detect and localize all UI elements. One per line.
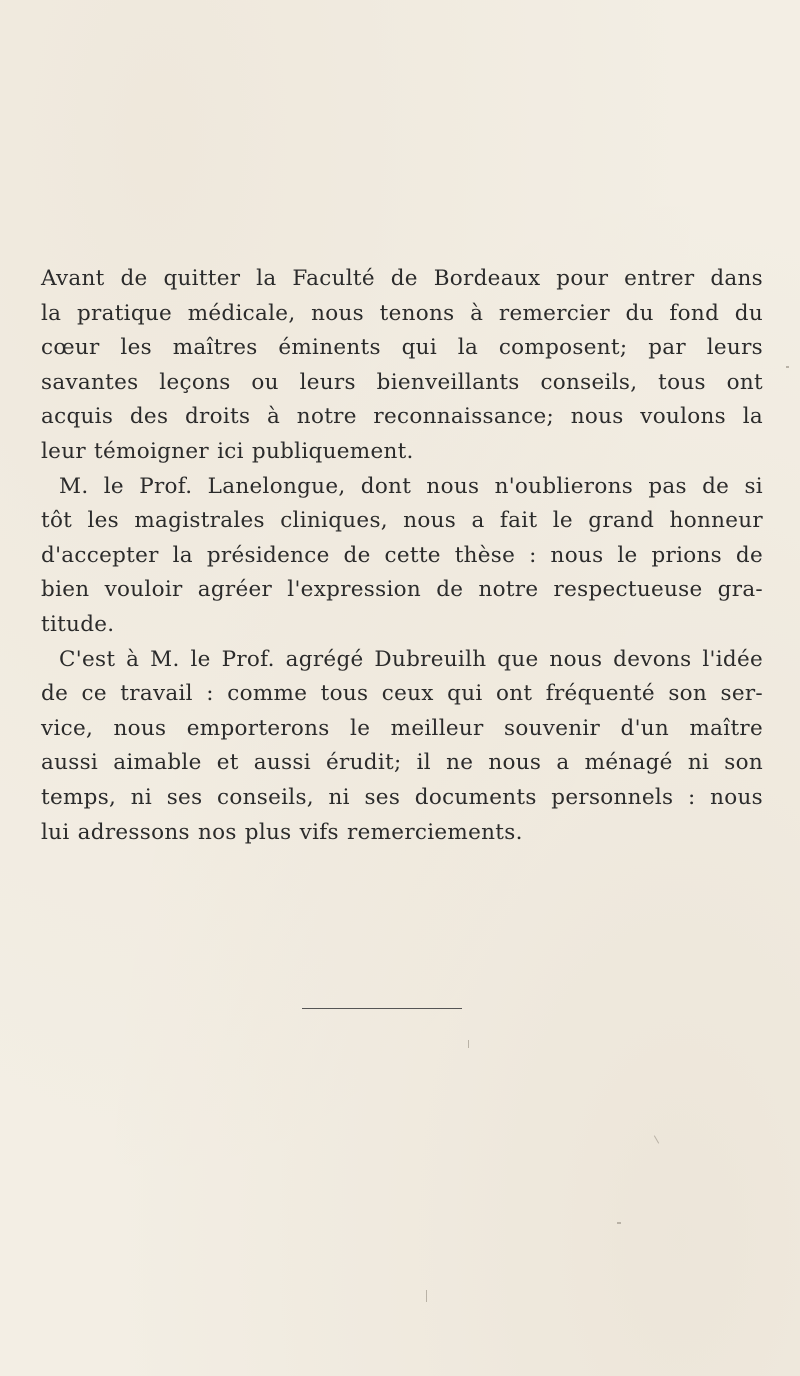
paragraph-1-line-1: Avant de quitter la Faculté de Bordeaux pour entrer dans (41, 266, 763, 291)
paragraph-3-line-3: vice, nous emporterons le meilleur souvenir d'un maître (41, 715, 763, 741)
paper-speck (786, 366, 789, 368)
paragraph-2-line-1: M. le Prof. Lanelongue, dont nous n'oublierons pas de si (59, 473, 763, 499)
paragraph-1-line-4: savantes leçons ou leurs bienveillants conseils, tous ont (41, 369, 763, 395)
paragraph-3-line-2: de ce travail : comme tous ceux qui ont fréquenté son ser- (41, 681, 763, 707)
paper-speck (468, 1040, 469, 1048)
paper-speck (617, 1222, 621, 1224)
closing-rule (302, 1008, 462, 1009)
paper-speck (654, 1135, 659, 1143)
paragraph-3-line-4: aussi aimable et aussi érudit; il ne nous a ménagé ni son (41, 750, 763, 776)
paragraph-1-line-3: cœur les maîtres éminents qui la composent; par leurs (41, 335, 763, 361)
paragraph-1-line-2: la pratique médicale, nous tenons à remercier du fond du (41, 300, 763, 326)
paragraph-2-line-4: bien vouloir agréer l'expression de notre respectueuse gra- (41, 577, 763, 603)
paragraph-1-line-6: leur témoigner ici publiquement. (41, 438, 414, 464)
paragraph-2-line-3: d'accepter la présidence de cette thèse : nous le prions de (41, 542, 763, 568)
paragraph-2-line-5: titude. (41, 611, 115, 637)
paragraph-3-line-6: lui adressons nos plus vifs remerciements. (41, 819, 523, 845)
acknowledgements-text (41, 262, 763, 850)
paragraph-2-line-2: tôt les magistrales cliniques, nous a fait le grand honneur (41, 508, 763, 534)
paragraph-1-line-5: acquis des droits à notre reconnaissance; nous voulons la (41, 404, 763, 430)
paper-speck (426, 1290, 427, 1302)
paragraph-3-line-5: temps, ni ses conseils, ni ses documents personnels : nous (41, 784, 763, 810)
paragraph-3-line-1: C'est à M. le Prof. agrégé Dubreuilh que nous devons l'idée (59, 646, 763, 672)
